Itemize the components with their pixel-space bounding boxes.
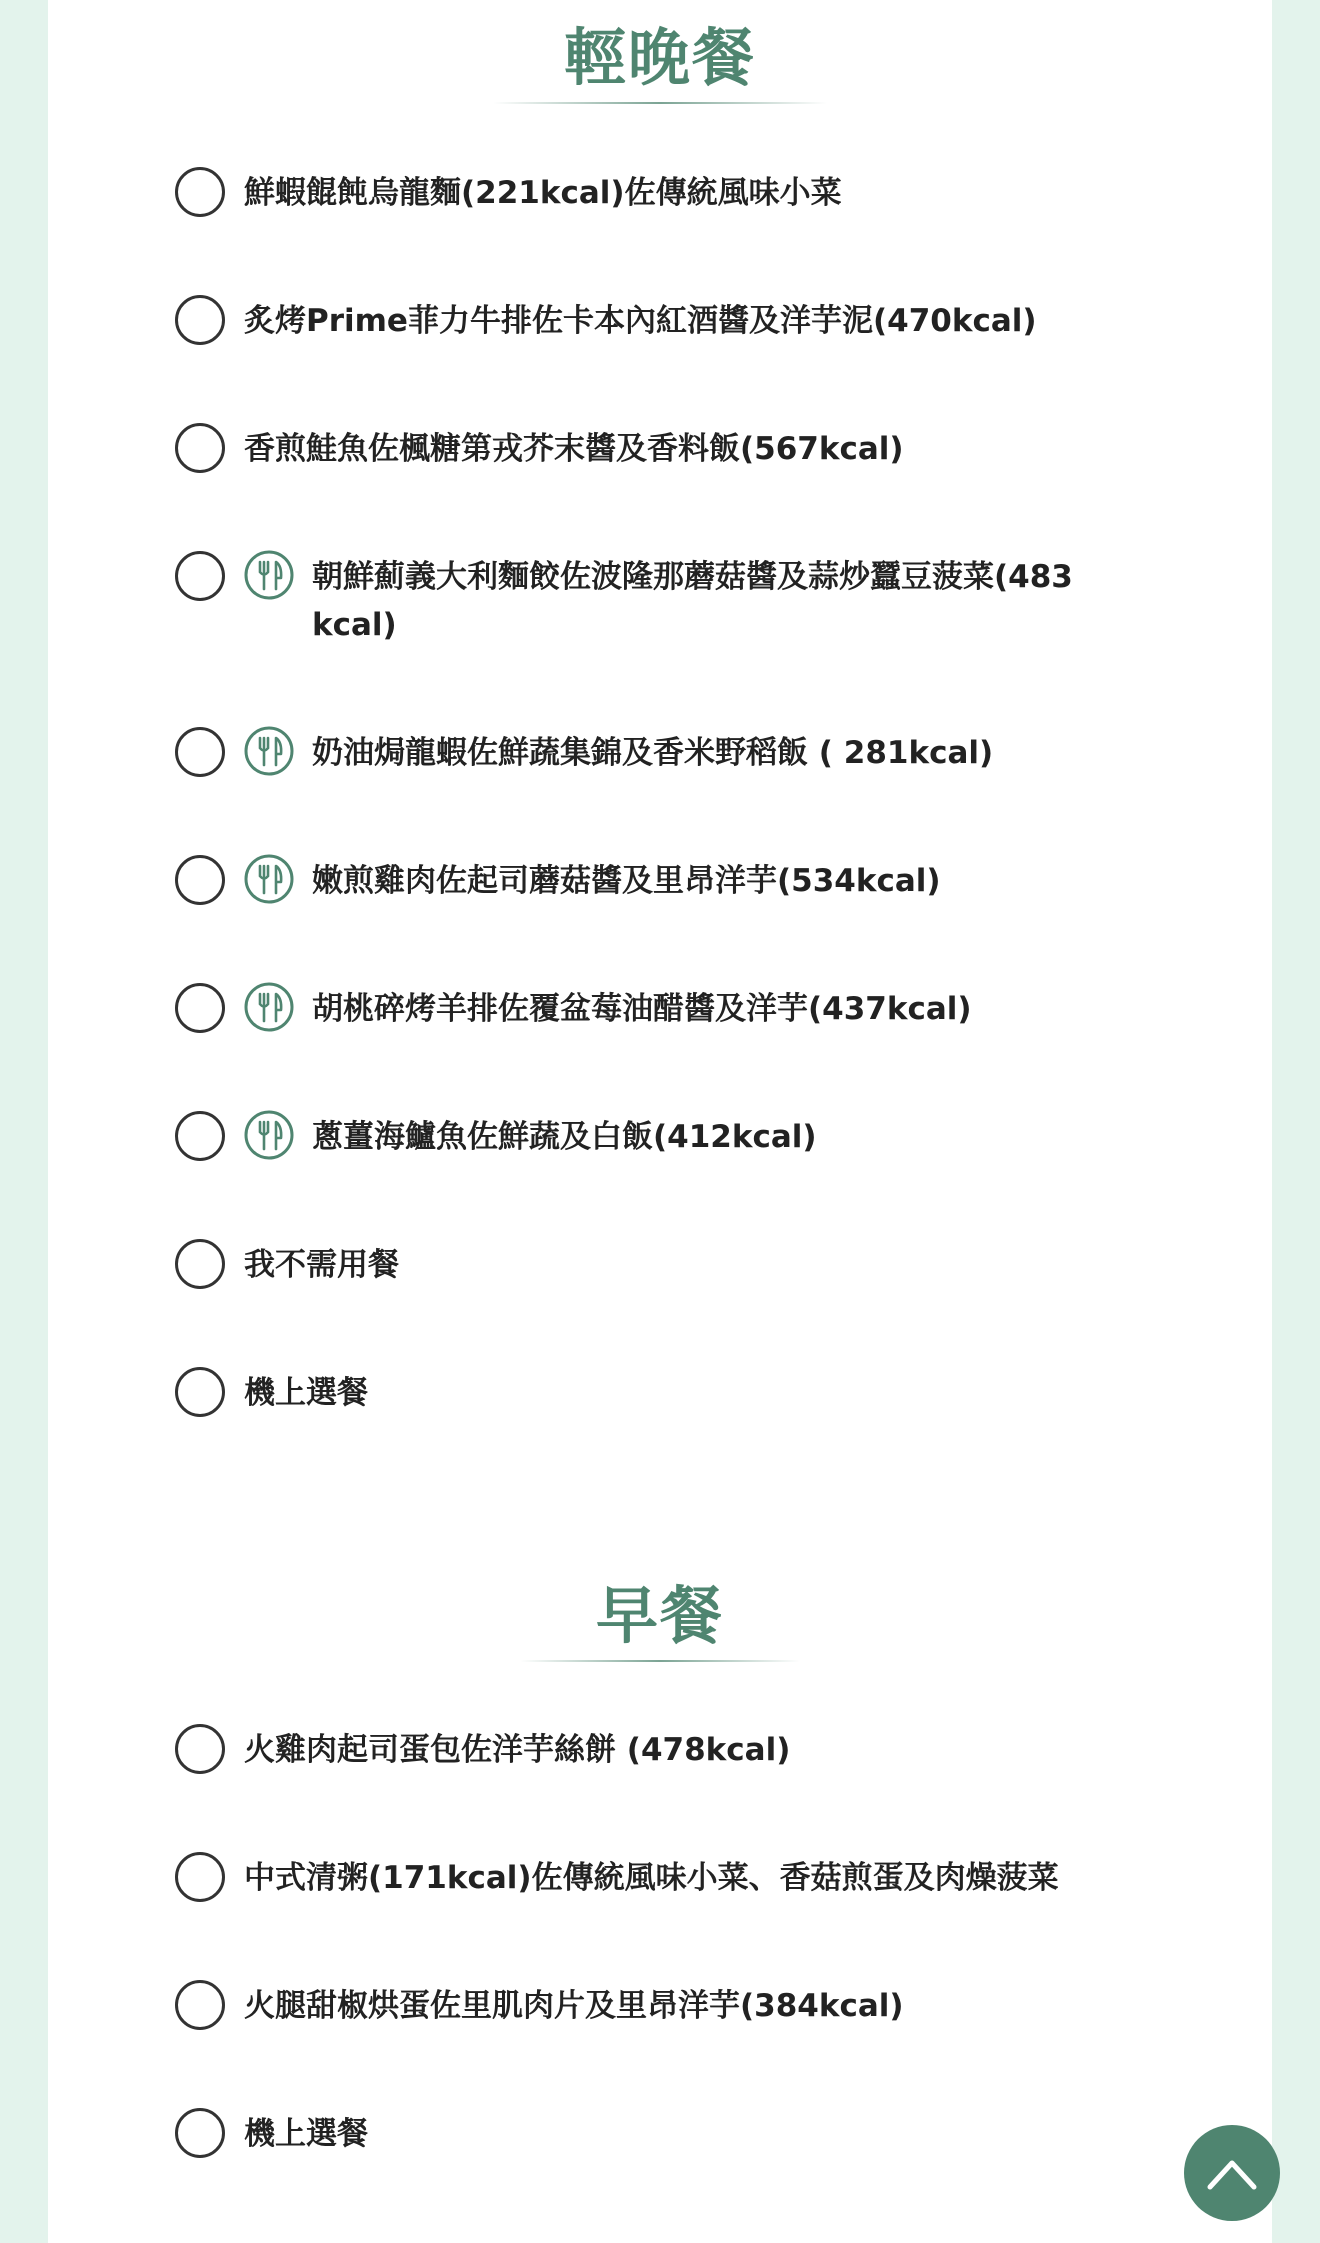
meal-option[interactable]: [48, 973, 1272, 1053]
meal-option[interactable]: [48, 157, 1272, 237]
meal-option[interactable]: [48, 2098, 1272, 2178]
title-underline: [493, 102, 827, 104]
meal-option[interactable]: [48, 1229, 1272, 1309]
meal-option-label: 炙烤Prime菲力牛排佐卡本內紅酒醬及洋芋泥(470kcal): [244, 303, 1037, 339]
radio-button[interactable]: [175, 1367, 225, 1417]
fork-knife-icon: [243, 1109, 295, 1161]
meal-option-label: 鮮蝦餛飩烏龍麵(221kcal)佐傳統風味小菜: [244, 175, 842, 211]
radio-button[interactable]: [175, 551, 225, 601]
meal-option-label: 中式清粥(171kcal)佐傳統風味小菜、香菇煎蛋及肉燥菠菜: [244, 1860, 1059, 1896]
meal-option[interactable]: [48, 1357, 1272, 1437]
radio-button[interactable]: [175, 2108, 225, 2158]
radio-button[interactable]: [175, 423, 225, 473]
meal-option-label: 機上選餐: [244, 1375, 368, 1411]
meal-option[interactable]: [48, 845, 1272, 925]
section-title: 早餐: [595, 1579, 724, 1652]
radio-button[interactable]: [175, 167, 225, 217]
meal-option-label: 朝鮮薊義大利麵餃佐波隆那蘑菇醬及蒜炒蠶豆菠菜(483 kcal): [312, 559, 1073, 643]
radio-button[interactable]: [175, 983, 225, 1033]
radio-button[interactable]: [175, 1111, 225, 1161]
meal-option[interactable]: [48, 1101, 1272, 1181]
meal-option-label: 機上選餐: [244, 2116, 368, 2152]
meal-option[interactable]: [48, 1970, 1272, 2050]
meal-option-label: 我不需用餐: [244, 1247, 399, 1283]
meal-option[interactable]: [48, 1842, 1272, 1922]
radio-button[interactable]: [175, 1852, 225, 1902]
radio-button[interactable]: [175, 295, 225, 345]
meal-option-label: 胡桃碎烤羊排佐覆盆莓油醋醬及洋芋(437kcal): [312, 991, 972, 1027]
meal-option-label: 香煎鮭魚佐楓糖第戎芥末醬及香料飯(567kcal): [244, 431, 904, 467]
meal-option[interactable]: [48, 413, 1272, 493]
radio-button[interactable]: [175, 1980, 225, 2030]
scroll-to-top-button[interactable]: [1184, 2125, 1280, 2221]
meal-option[interactable]: [48, 717, 1272, 797]
meal-option[interactable]: [48, 1714, 1272, 1794]
fork-knife-icon: [243, 981, 295, 1033]
radio-button[interactable]: [175, 1239, 225, 1289]
fork-knife-icon: [243, 725, 295, 777]
title-underline: [520, 1660, 800, 1662]
radio-button[interactable]: [175, 727, 225, 777]
meal-option-label: 火腿甜椒烘蛋佐里肌肉片及里昂洋芋(384kcal): [244, 1988, 904, 2024]
section-title: 輕晚餐: [563, 21, 756, 94]
meal-selection-panel: [48, 0, 1272, 2243]
meal-option[interactable]: [48, 541, 1272, 661]
meal-option-label: 嫩煎雞肉佐起司蘑菇醬及里昂洋芋(534kcal): [312, 863, 941, 899]
meal-option-label: 火雞肉起司蛋包佐洋芋絲餅 (478kcal): [244, 1732, 791, 1768]
radio-button[interactable]: [175, 1724, 225, 1774]
chevron-up-icon: [1206, 2153, 1258, 2193]
meal-option[interactable]: [48, 285, 1272, 365]
fork-knife-icon: [243, 549, 295, 601]
radio-button[interactable]: [175, 855, 225, 905]
meal-option-label: 奶油焗龍蝦佐鮮蔬集錦及香米野稻飯 ( 281kcal): [312, 735, 994, 771]
meal-option-label: 蔥薑海鱸魚佐鮮蔬及白飯(412kcal): [312, 1119, 817, 1155]
fork-knife-icon: [243, 853, 295, 905]
